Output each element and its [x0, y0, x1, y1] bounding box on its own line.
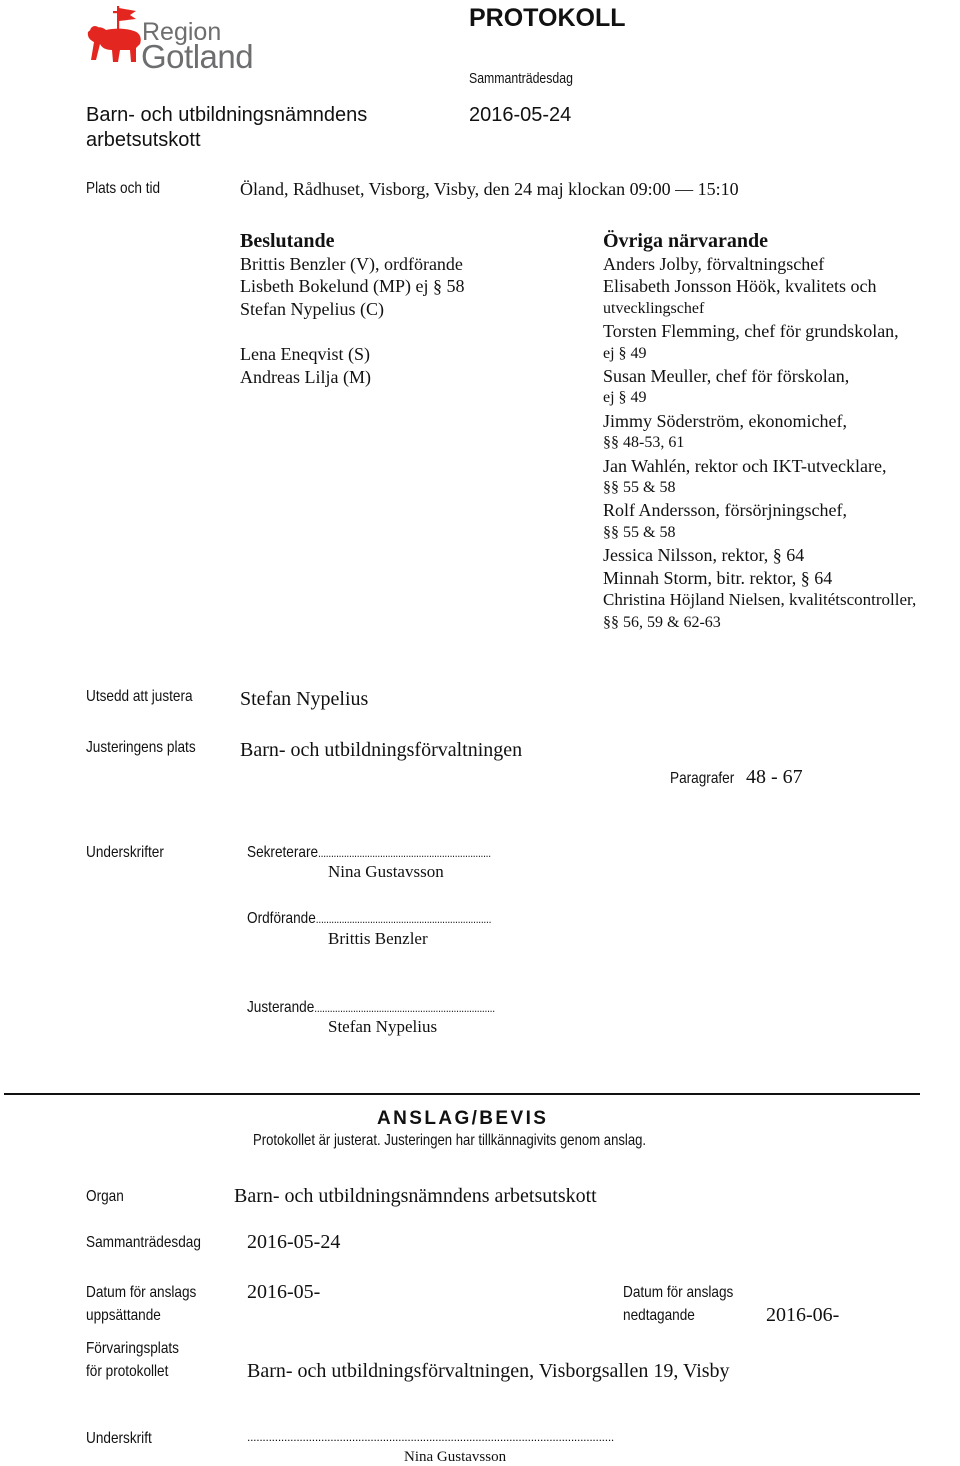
attendee-line: §§ 56, 59 & 62-63 — [603, 613, 721, 631]
organ-value: Barn- och utbildningsnämndens arbetsutskott — [234, 1185, 597, 1207]
decision-maker: Andreas Lilja (M) — [240, 366, 371, 387]
adjuster-signature-name: Stefan Nypelius — [328, 1017, 438, 1036]
organ-label: Organ — [86, 1188, 124, 1205]
decision-maker: Stefan Nypelius (C) — [240, 298, 384, 319]
adjuster-signature-line: Justerande...................................................................... — [247, 999, 495, 1016]
posted-date-label-1: Datum för anslags — [86, 1284, 197, 1301]
signature-name: Nina Gustavsson — [404, 1449, 507, 1465]
decision-maker: Lena Eneqvist (S) — [240, 344, 370, 365]
attendee-line: Susan Meuller, chef för förskolan, — [603, 366, 850, 387]
posted-date-value: 2016-05- — [247, 1281, 321, 1303]
region-gotland-logo — [84, 4, 264, 75]
logo-text-region: Region — [142, 18, 222, 46]
notice-meeting-date-value: 2016-05-24 — [247, 1231, 341, 1253]
meeting-place-label: Plats och tid — [86, 180, 161, 197]
signature-label: Underskrift — [86, 1430, 152, 1447]
paragraphs-label: Paragrafer — [670, 770, 735, 787]
notice-subtitle: Protokollet är justerat. Justeringen har tillkännagivits genom anslag. — [253, 1132, 647, 1149]
meeting-place-value: Öland, Rådhuset, Visborg, Visby, den 24 maj klockan 09:00 — 15:10 — [240, 179, 739, 199]
attendee-line: Torsten Flemming, chef för grundskolan, — [603, 321, 899, 342]
meeting-date-label: Sammanträdesdag — [469, 70, 573, 87]
adjuster-label: Utsedd att justera — [86, 688, 193, 705]
removed-date-label-2: nedtagande — [623, 1307, 695, 1324]
signatures-label: Underskrifter — [86, 844, 164, 861]
chair-name: Brittis Benzler — [328, 929, 428, 948]
attendee-line: ej § 49 — [603, 389, 647, 407]
decision-maker: Lisbeth Bokelund (MP) ej § 58 — [240, 276, 465, 297]
adjustment-place-label: Justeringens plats — [86, 739, 196, 756]
decision-maker: Brittis Benzler (V), ordförande — [240, 254, 463, 274]
decision-makers-heading: Beslutande — [240, 230, 335, 252]
adjustment-place-value: Barn- och utbildningsförvaltningen — [240, 739, 523, 761]
others-present-heading: Övriga närvarande — [603, 230, 768, 252]
attendee-line: Christina Höjland Nielsen, kvalitétscontroller, — [603, 590, 917, 610]
attendee-line: Elisabeth Jonsson Höök, kvalitets och — [603, 276, 877, 297]
storage-label-1: Förvaringsplats — [86, 1340, 179, 1357]
attendee-line: Rolf Andersson, försörjningschef, — [603, 500, 847, 521]
storage-label-2: för protokollet — [86, 1363, 169, 1380]
decision-makers — [240, 229, 465, 388]
notice-meeting-date-label: Sammanträdesdag — [86, 1234, 201, 1251]
removed-date-label-1: Datum för anslags — [623, 1284, 734, 1301]
attendee-line: ej § 49 — [603, 344, 647, 362]
others-present — [603, 229, 916, 634]
notice-title: ANSLAG/BEVIS — [377, 1108, 549, 1129]
meeting-date: 2016-05-24 — [469, 104, 572, 126]
committee-name-line2: arbetsutskott — [86, 129, 201, 151]
secretary-signature-line: Sekreterare................................................................... — [247, 844, 491, 861]
attendee-line: Jessica Nilsson, rektor, § 64 — [603, 545, 805, 566]
secretary-name: Nina Gustavsson — [328, 862, 444, 881]
paragraphs-value: 48 - 67 — [746, 766, 803, 788]
attendee-line: §§ 55 & 58 — [603, 523, 676, 541]
committee-name-line1: Barn- och utbildningsnämndens — [86, 104, 368, 126]
chair-signature-line: Ordförande.................................................................... — [247, 910, 492, 927]
logo-text-gotland: Gotland — [141, 38, 254, 75]
removed-date-value: 2016-06- — [766, 1304, 840, 1326]
attendee-line: Minnah Storm, bitr. rektor, § 64 — [603, 567, 833, 588]
attendee-line: §§ 48-53, 61 — [603, 434, 685, 452]
storage-value: Barn- och utbildningsförvaltningen, Visborgsallen 19, Visby — [247, 1360, 730, 1382]
document-type-title: PROTOKOLL — [469, 4, 626, 32]
section-divider — [4, 1093, 920, 1095]
attendee-line: Jimmy Söderström, ekonomichef, — [603, 410, 847, 431]
ram-emblem-icon — [84, 4, 148, 70]
attendee-line: Jan Wahlén, rektor och IKT-utvecklare, — [603, 455, 887, 476]
attendee-line: utvecklingschef — [603, 299, 705, 317]
posted-date-label-2: uppsättande — [86, 1307, 161, 1324]
adjuster-name: Stefan Nypelius — [240, 688, 369, 710]
attendee-line: §§ 55 & 58 — [603, 479, 676, 497]
attendance-note: ej § 58 — [415, 276, 465, 297]
attendee-line: Anders Jolby, förvaltningschef — [603, 254, 825, 274]
signature-dotted-line: ....................................................................................................................... — [247, 1430, 614, 1444]
